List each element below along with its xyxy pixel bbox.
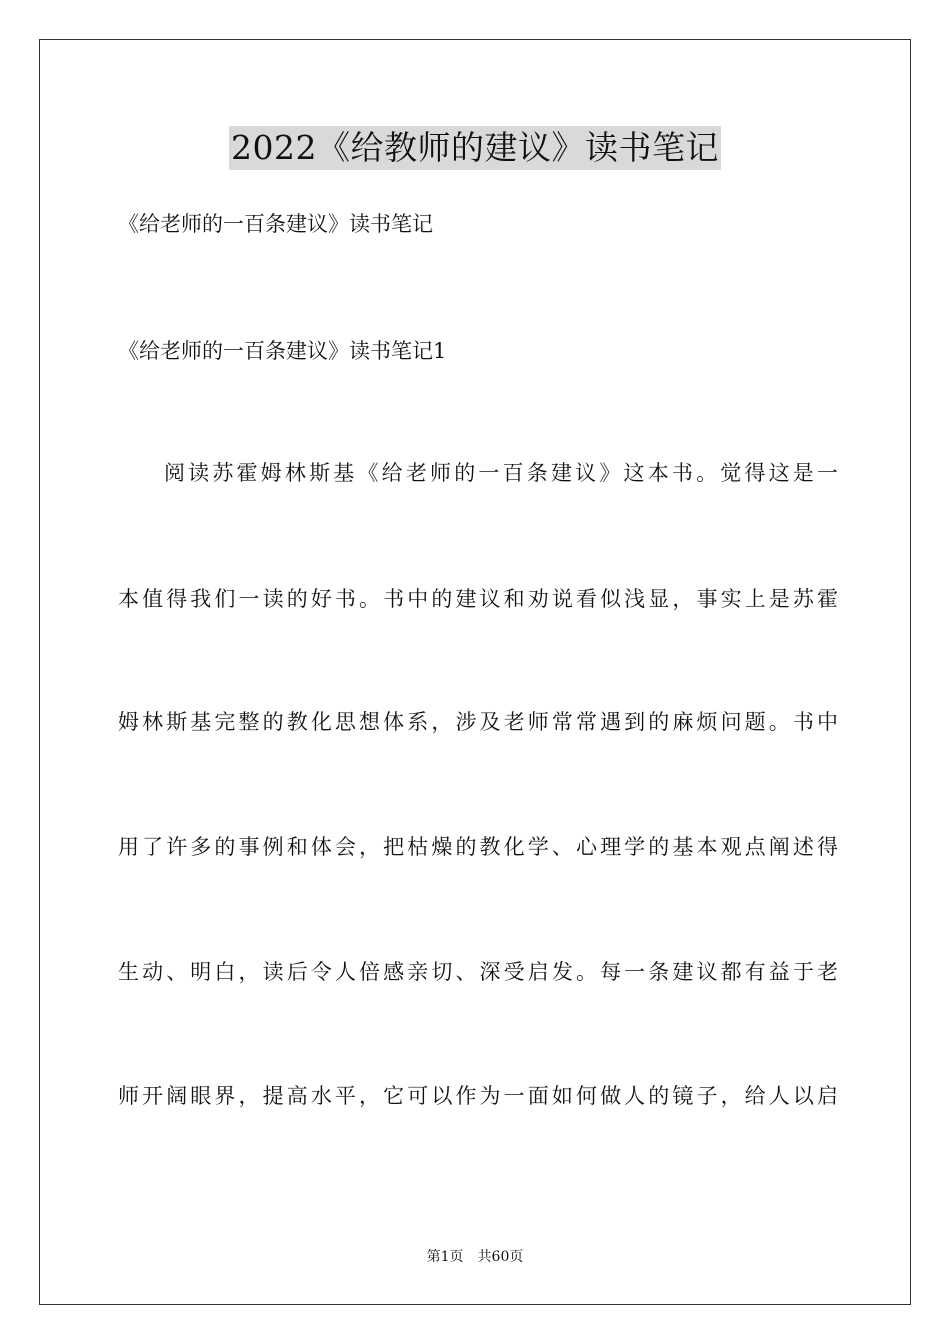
document-title: 2022《给教师的建议》读书笔记 bbox=[229, 126, 721, 170]
page-total: 共60页 bbox=[477, 1249, 524, 1265]
page-number: 第1页 bbox=[426, 1249, 464, 1265]
section-heading: 《给老师的一百条建议》读书笔记1 bbox=[118, 339, 447, 363]
body-line-3: 姆林斯基完整的教化思想体系，涉及老师常常遇到的麻烦问题。书中 bbox=[118, 710, 838, 734]
body-line-1: 阅读苏霍姆林斯基《给老师的一百条建议》这本书。觉得这是一 bbox=[164, 461, 838, 485]
page-footer bbox=[0, 1247, 950, 1267]
subtitle: 《给老师的一百条建议》读书笔记 bbox=[118, 212, 433, 236]
body-line-4: 用了许多的事例和体会，把枯燥的教化学、心理学的基本观点阐述得 bbox=[118, 835, 838, 859]
body-line-5: 生动、明白，读后令人倍感亲切、深受启发。每一条建议都有益于老 bbox=[118, 960, 838, 984]
body-line-6: 师开阔眼界，提高水平，它可以作为一面如何做人的镜子，给人以启 bbox=[118, 1084, 838, 1108]
body-line-2: 本值得我们一读的好书。书中的建议和劝说看似浅显，事实上是苏霍 bbox=[118, 587, 838, 611]
title-container bbox=[0, 126, 950, 170]
